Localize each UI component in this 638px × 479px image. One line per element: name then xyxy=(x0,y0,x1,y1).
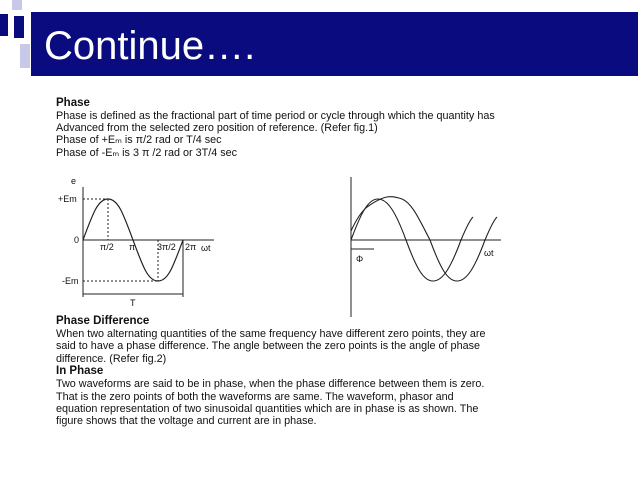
fig2-wave-b xyxy=(351,197,497,281)
phase-difference-line: said to have a phase difference. The angle between the zero points is the angle of phase xyxy=(56,340,480,353)
accent-square xyxy=(14,16,24,38)
phase-figures-svg xyxy=(56,173,596,319)
fig1-label-neg-em: -Em xyxy=(62,276,79,286)
fig1-label-pi2: π/2 xyxy=(100,242,114,252)
phase-difference-heading: Phase Difference xyxy=(56,315,150,327)
phase-line: Phase of -Eₘ is 3 π /2 rad or 3T/4 sec xyxy=(56,146,238,159)
fig1-label-wt: ωt xyxy=(201,243,211,253)
phase-heading: Phase xyxy=(56,97,90,109)
slide-header xyxy=(0,0,638,76)
in-phase-line: equation representation of two sinusoidal quantities which are in phase is as shown. The xyxy=(56,403,479,416)
fig1-label-e: e xyxy=(71,176,77,186)
fig1-label-3pi2: 3π/2 xyxy=(157,242,176,252)
phase-section xyxy=(56,97,596,159)
phase-line: Phase of +Eₘ is π/2 rad or T/4 sec xyxy=(56,134,222,147)
phase-difference-line: When two alternating quantities of the same frequency have different zero points, they are xyxy=(56,328,486,340)
fig1-label-pi: π xyxy=(129,242,136,252)
fig1-label-2pi: 2π xyxy=(185,242,197,252)
in-phase-heading: In Phase xyxy=(56,365,104,378)
fig1-label-period: T xyxy=(130,298,136,308)
figures-area xyxy=(56,173,596,319)
fig2-label-phi: Φ xyxy=(356,254,364,264)
slide-title: Continue…. xyxy=(44,24,256,68)
in-phase-line: figure shows that the voltage and current are in phase. xyxy=(56,415,317,428)
fig1-label-em: +Em xyxy=(58,194,77,204)
lower-text xyxy=(56,315,596,428)
figure-2 xyxy=(351,177,501,317)
fig1-label-zero: 0 xyxy=(74,235,80,245)
accent-square xyxy=(12,0,22,10)
figure-1 xyxy=(58,176,214,308)
accent-square xyxy=(20,44,30,68)
fig2-label-wt: ωt xyxy=(484,248,494,258)
phase-difference-line: difference. (Refer fig.2) xyxy=(56,352,167,365)
in-phase-line: Two waveforms are said to be in phase, when the phase difference between them is zero. xyxy=(56,378,485,391)
phase-line: Advanced from the selected zero position of reference. (Refer fig.1) xyxy=(56,122,378,135)
phase-line: Phase is defined as the fractional part of time period or cycle through which the quantity has xyxy=(56,110,495,122)
in-phase-line: That is the zero points of both the waveforms are same. The waveform, phasor and xyxy=(56,390,454,403)
accent-square xyxy=(0,14,8,36)
